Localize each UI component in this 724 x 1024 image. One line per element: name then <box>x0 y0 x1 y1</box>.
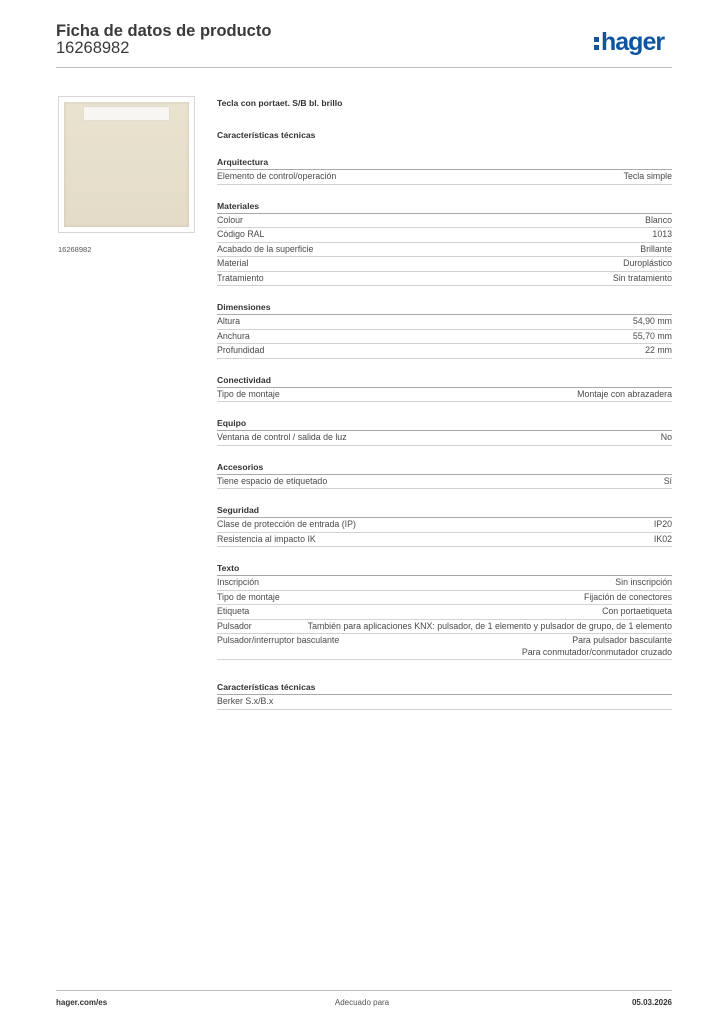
spec-key: Anchura <box>217 330 250 341</box>
spec-groups <box>217 156 672 660</box>
label-holder-image <box>83 106 170 121</box>
spec-key: Tipo de montaje <box>217 388 280 399</box>
spec-group <box>217 504 672 547</box>
spec-group-title: Materiales <box>217 200 672 214</box>
spec-value: Brillante <box>640 243 672 254</box>
spec-key: Acabado de la superficie <box>217 243 314 254</box>
spec-key: Colour <box>217 214 243 225</box>
footer-date: 05.03.2026 <box>631 998 672 1007</box>
spec-value: Sin inscripción <box>615 577 672 587</box>
product-name: Tecla con portaet. S/B bl. brillo <box>217 98 343 108</box>
spec-value: 54,90 mm <box>632 316 672 326</box>
spec-value: 22 mm <box>645 345 672 355</box>
spec-value: IK02 <box>653 533 672 544</box>
spec-content <box>217 97 672 710</box>
spec-row <box>217 257 672 272</box>
spec-group <box>217 461 672 490</box>
spec-row <box>217 695 672 710</box>
spec-key: Tipo de montaje <box>217 591 280 602</box>
spec-value: Para pulsador basculante Para conmutador/conmutador cruzado <box>521 635 672 657</box>
spec-row <box>217 634 672 660</box>
spec-value: Con portaetiqueta <box>602 606 672 616</box>
spec-group <box>217 562 672 660</box>
product-code-header: 16268982 <box>56 39 130 57</box>
footer-divider <box>56 990 672 991</box>
spec-value: Fijación de conectores <box>583 591 672 602</box>
spec-group <box>217 156 672 185</box>
logo-text: hager <box>601 28 665 56</box>
spec-row <box>217 330 672 345</box>
spec-value: Sí <box>663 475 672 486</box>
spec-value: Montaje con abrazadera <box>577 388 672 399</box>
spec-key: Etiqueta <box>217 606 250 616</box>
bottom-section-title: Características técnicas <box>217 681 672 695</box>
spec-row <box>217 591 672 606</box>
spec-row <box>217 576 672 591</box>
spec-row <box>217 518 672 533</box>
spec-key: Berker S.x/B.x <box>217 696 274 706</box>
spec-value: 1013 <box>652 229 672 239</box>
spec-group <box>217 417 672 446</box>
spec-row <box>217 243 672 258</box>
spec-key: Clase de protección de entrada (IP) <box>217 519 356 529</box>
spec-row <box>217 228 672 243</box>
spec-value: Blanco <box>645 214 672 225</box>
switch-face-image <box>64 102 189 227</box>
spec-row <box>217 475 672 490</box>
spec-row <box>217 533 672 548</box>
spec-key: Tratamiento <box>217 272 264 283</box>
footer-website: hager.com/es <box>56 998 108 1007</box>
spec-key: Inscripción <box>217 577 260 587</box>
page-title: Ficha de datos de producto <box>56 22 272 40</box>
hager-logo <box>594 28 664 57</box>
spec-value: Tecla simple <box>623 171 672 181</box>
spec-group <box>217 200 672 287</box>
spec-row <box>217 272 672 287</box>
spec-key: Elemento de control/operación <box>217 171 337 181</box>
spec-value: IP20 <box>653 519 672 529</box>
spec-group-title: Conectividad <box>217 374 672 388</box>
spec-key: Profundidad <box>217 345 265 355</box>
spec-group-title: Dimensiones <box>217 301 672 315</box>
image-caption: 16268982 <box>58 245 92 254</box>
spec-row <box>217 214 672 229</box>
spec-row <box>217 170 672 185</box>
spec-group-title: Texto <box>217 562 672 576</box>
spec-group <box>217 301 672 359</box>
spec-heading: Características técnicas <box>217 130 316 140</box>
spec-row <box>217 431 672 446</box>
spec-row <box>217 605 672 620</box>
spec-key: Pulsador/interruptor basculante <box>217 635 340 645</box>
spec-group-title: Equipo <box>217 417 672 431</box>
spec-value: Sin tratamiento <box>612 272 672 283</box>
header-divider <box>56 67 672 68</box>
bottom-section <box>217 681 672 710</box>
spec-group <box>217 374 672 403</box>
spec-value: Duroplástico <box>623 258 672 268</box>
spec-key: Tiene espacio de etiquetado <box>217 475 328 486</box>
spec-row <box>217 620 672 635</box>
logo-dots-icon <box>594 34 599 50</box>
spec-value: También para aplicaciones KNX: pulsador, de 1 elemento y pulsador de grupo, de 1 elemento <box>307 620 672 631</box>
product-image <box>58 96 195 233</box>
spec-group-title: Arquitectura <box>217 156 672 170</box>
spec-key: Material <box>217 258 249 268</box>
spec-value: No <box>660 432 672 442</box>
spec-key: Altura <box>217 316 240 326</box>
spec-row <box>217 344 672 359</box>
spec-key: Resistencia al impacto IK <box>217 533 316 544</box>
spec-row <box>217 388 672 403</box>
spec-group-title: Seguridad <box>217 504 672 518</box>
spec-value: 55,70 mm <box>632 330 672 341</box>
spec-group-title: Accesorios <box>217 461 672 475</box>
spec-key: Pulsador <box>217 620 252 631</box>
footer-note: Adecuado para <box>334 998 390 1007</box>
spec-row <box>217 315 672 330</box>
spec-key: Ventana de control / salida de luz <box>217 432 347 442</box>
spec-key: Código RAL <box>217 229 265 239</box>
